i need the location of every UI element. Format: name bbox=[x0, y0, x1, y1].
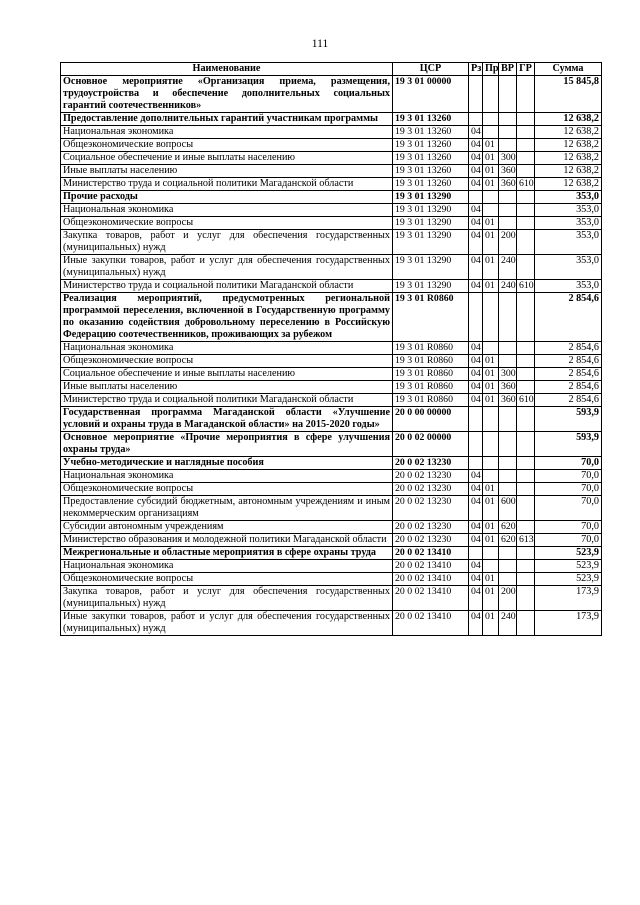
row-vr bbox=[499, 293, 517, 342]
table-body bbox=[61, 76, 602, 636]
row-sum: 353,0 bbox=[535, 217, 602, 230]
row-pr: 01 bbox=[483, 139, 499, 152]
row-csr: 20 0 02 13410 bbox=[393, 560, 469, 573]
row-csr: 19 3 01 13260 bbox=[393, 178, 469, 191]
table-row bbox=[61, 152, 602, 165]
row-csr: 20 0 02 13410 bbox=[393, 573, 469, 586]
row-csr: 19 3 01 00000 bbox=[393, 76, 469, 113]
row-pr bbox=[483, 293, 499, 342]
table-row bbox=[61, 521, 602, 534]
row-rz: 04 bbox=[469, 178, 483, 191]
row-gr bbox=[517, 381, 535, 394]
row-rz: 04 bbox=[469, 496, 483, 521]
row-rz bbox=[469, 432, 483, 457]
row-sum: 70,0 bbox=[535, 470, 602, 483]
row-pr: 01 bbox=[483, 586, 499, 611]
header-vr: ВР bbox=[499, 63, 517, 76]
row-name: Прочие расходы bbox=[61, 191, 393, 204]
row-csr: 19 3 01 13260 bbox=[393, 139, 469, 152]
row-csr: 19 3 01 R0860 bbox=[393, 394, 469, 407]
row-name: Общеэкономические вопросы bbox=[61, 483, 393, 496]
row-pr: 01 bbox=[483, 534, 499, 547]
row-gr bbox=[517, 470, 535, 483]
row-gr bbox=[517, 126, 535, 139]
page-number: 111 bbox=[311, 38, 329, 50]
table-row bbox=[61, 432, 602, 457]
row-name: Национальная экономика bbox=[61, 204, 393, 217]
row-csr: 19 3 01 13260 bbox=[393, 152, 469, 165]
table-row bbox=[61, 407, 602, 432]
row-sum: 70,0 bbox=[535, 496, 602, 521]
row-sum: 353,0 bbox=[535, 230, 602, 255]
row-gr bbox=[517, 342, 535, 355]
row-vr bbox=[499, 113, 517, 126]
row-rz: 04 bbox=[469, 152, 483, 165]
row-pr: 01 bbox=[483, 178, 499, 191]
row-pr bbox=[483, 191, 499, 204]
row-pr: 01 bbox=[483, 521, 499, 534]
row-gr: 613 bbox=[517, 534, 535, 547]
table-row bbox=[61, 165, 602, 178]
row-gr bbox=[517, 521, 535, 534]
row-name: Национальная экономика bbox=[61, 560, 393, 573]
row-rz: 04 bbox=[469, 204, 483, 217]
row-name: Иные закупки товаров, работ и услуг для обеспечения государственных (муниципальных) нужд bbox=[61, 611, 393, 636]
row-csr: 20 0 02 13230 bbox=[393, 496, 469, 521]
row-vr: 200 bbox=[499, 230, 517, 255]
row-name: Основное мероприятие «Прочие мероприятия в сфере улучшения охраны труда» bbox=[61, 432, 393, 457]
row-name: Межрегиональные и областные мероприятия в сфере охраны труда bbox=[61, 547, 393, 560]
row-rz: 04 bbox=[469, 165, 483, 178]
row-name: Министерство труда и социальной политики Магаданской области bbox=[61, 178, 393, 191]
row-gr: 610 bbox=[517, 280, 535, 293]
row-name: Общеэкономические вопросы bbox=[61, 573, 393, 586]
row-sum: 523,9 bbox=[535, 547, 602, 560]
row-sum: 173,9 bbox=[535, 586, 602, 611]
row-vr: 360 bbox=[499, 394, 517, 407]
row-pr: 01 bbox=[483, 573, 499, 586]
row-sum: 2 854,6 bbox=[535, 355, 602, 368]
row-csr: 20 0 02 13230 bbox=[393, 521, 469, 534]
table-row bbox=[61, 342, 602, 355]
row-rz bbox=[469, 547, 483, 560]
row-pr: 01 bbox=[483, 355, 499, 368]
row-csr: 19 3 01 R0860 bbox=[393, 381, 469, 394]
row-name: Предоставление дополнительных гарантий участникам программы bbox=[61, 113, 393, 126]
row-vr: 360 bbox=[499, 381, 517, 394]
row-csr: 19 3 01 13260 bbox=[393, 126, 469, 139]
row-sum: 12 638,2 bbox=[535, 165, 602, 178]
row-sum: 70,0 bbox=[535, 521, 602, 534]
row-vr: 240 bbox=[499, 611, 517, 636]
row-gr bbox=[517, 483, 535, 496]
row-vr bbox=[499, 126, 517, 139]
row-vr bbox=[499, 204, 517, 217]
row-rz: 04 bbox=[469, 230, 483, 255]
table-row bbox=[61, 573, 602, 586]
row-rz: 04 bbox=[469, 126, 483, 139]
table-row bbox=[61, 394, 602, 407]
table-row bbox=[61, 483, 602, 496]
row-gr: 610 bbox=[517, 394, 535, 407]
row-pr bbox=[483, 126, 499, 139]
row-gr bbox=[517, 139, 535, 152]
row-vr: 360 bbox=[499, 178, 517, 191]
row-vr: 300 bbox=[499, 368, 517, 381]
table-row bbox=[61, 470, 602, 483]
row-pr: 01 bbox=[483, 496, 499, 521]
row-name: Субсидии автономным учреждениям bbox=[61, 521, 393, 534]
row-sum: 593,9 bbox=[535, 432, 602, 457]
row-pr: 01 bbox=[483, 381, 499, 394]
table-row bbox=[61, 113, 602, 126]
row-vr: 620 bbox=[499, 521, 517, 534]
row-name: Министерство образования и молодежной политики Магаданской области bbox=[61, 534, 393, 547]
table-row bbox=[61, 217, 602, 230]
row-csr: 19 3 01 R0860 bbox=[393, 355, 469, 368]
row-name: Государственная программа Магаданской области «Улучшение условий и охраны труда в Магаданской области» на 2015-2020 годы» bbox=[61, 407, 393, 432]
row-sum: 70,0 bbox=[535, 483, 602, 496]
row-rz: 04 bbox=[469, 139, 483, 152]
row-vr bbox=[499, 217, 517, 230]
row-name: Иные закупки товаров, работ и услуг для обеспечения государственных (муниципальных) нужд bbox=[61, 255, 393, 280]
row-pr: 01 bbox=[483, 611, 499, 636]
row-pr bbox=[483, 113, 499, 126]
row-sum: 12 638,2 bbox=[535, 139, 602, 152]
row-rz: 04 bbox=[469, 217, 483, 230]
row-gr bbox=[517, 407, 535, 432]
row-vr bbox=[499, 560, 517, 573]
row-gr bbox=[517, 293, 535, 342]
row-vr bbox=[499, 342, 517, 355]
row-vr: 620 bbox=[499, 534, 517, 547]
row-rz: 04 bbox=[469, 586, 483, 611]
row-rz bbox=[469, 457, 483, 470]
row-rz: 04 bbox=[469, 381, 483, 394]
header-name: Наименование bbox=[61, 63, 393, 76]
row-csr: 19 3 01 13290 bbox=[393, 255, 469, 280]
table-row bbox=[61, 204, 602, 217]
row-csr: 20 0 02 13410 bbox=[393, 586, 469, 611]
row-gr bbox=[517, 368, 535, 381]
row-vr bbox=[499, 573, 517, 586]
row-rz: 04 bbox=[469, 280, 483, 293]
table-row bbox=[61, 191, 602, 204]
row-name: Министерство труда и социальной политики Магаданской области bbox=[61, 280, 393, 293]
row-sum: 2 854,6 bbox=[535, 381, 602, 394]
row-rz: 04 bbox=[469, 470, 483, 483]
table-row bbox=[61, 280, 602, 293]
row-csr: 20 0 02 13230 bbox=[393, 483, 469, 496]
row-vr bbox=[499, 457, 517, 470]
row-name: Национальная экономика bbox=[61, 126, 393, 139]
row-gr bbox=[517, 191, 535, 204]
row-name: Основное мероприятие «Организация приема, размещения, трудоустройства и обеспечение дополнительных социальных гарантий соотечественников» bbox=[61, 76, 393, 113]
table-row bbox=[61, 255, 602, 280]
row-rz: 04 bbox=[469, 611, 483, 636]
table-row bbox=[61, 76, 602, 113]
row-gr bbox=[517, 204, 535, 217]
table-row bbox=[61, 368, 602, 381]
row-vr bbox=[499, 432, 517, 457]
row-pr bbox=[483, 560, 499, 573]
table-row bbox=[61, 139, 602, 152]
row-sum: 353,0 bbox=[535, 191, 602, 204]
row-csr: 19 3 01 13260 bbox=[393, 113, 469, 126]
table-row bbox=[61, 560, 602, 573]
row-rz: 04 bbox=[469, 255, 483, 280]
row-pr: 01 bbox=[483, 394, 499, 407]
table-row bbox=[61, 355, 602, 368]
row-vr: 240 bbox=[499, 280, 517, 293]
row-pr bbox=[483, 76, 499, 113]
table-row bbox=[61, 178, 602, 191]
table-header-row bbox=[61, 63, 602, 76]
table-row bbox=[61, 496, 602, 521]
row-name: Учебно-методические и наглядные пособия bbox=[61, 457, 393, 470]
row-sum: 12 638,2 bbox=[535, 178, 602, 191]
row-sum: 2 854,6 bbox=[535, 293, 602, 342]
row-sum: 523,9 bbox=[535, 560, 602, 573]
row-pr: 01 bbox=[483, 165, 499, 178]
row-gr bbox=[517, 152, 535, 165]
row-pr: 01 bbox=[483, 280, 499, 293]
row-vr: 600 bbox=[499, 496, 517, 521]
row-rz: 04 bbox=[469, 560, 483, 573]
row-rz: 04 bbox=[469, 355, 483, 368]
row-pr: 01 bbox=[483, 217, 499, 230]
row-vr bbox=[499, 470, 517, 483]
row-name: Социальное обеспечение и иные выплаты населению bbox=[61, 368, 393, 381]
row-vr bbox=[499, 139, 517, 152]
row-csr: 20 0 02 13410 bbox=[393, 611, 469, 636]
row-vr bbox=[499, 76, 517, 113]
row-sum: 12 638,2 bbox=[535, 113, 602, 126]
row-name: Предоставление субсидий бюджетным, автономным учреждениям и иным некоммерческим организациям bbox=[61, 496, 393, 521]
row-pr bbox=[483, 457, 499, 470]
row-csr: 19 3 01 R0860 bbox=[393, 342, 469, 355]
table-row bbox=[61, 381, 602, 394]
row-sum: 2 854,6 bbox=[535, 368, 602, 381]
row-rz: 04 bbox=[469, 521, 483, 534]
row-csr: 20 0 02 00000 bbox=[393, 432, 469, 457]
row-sum: 70,0 bbox=[535, 457, 602, 470]
row-sum: 593,9 bbox=[535, 407, 602, 432]
row-csr: 19 3 01 13290 bbox=[393, 280, 469, 293]
table-row bbox=[61, 547, 602, 560]
row-pr bbox=[483, 470, 499, 483]
row-gr bbox=[517, 76, 535, 113]
row-csr: 19 3 01 13290 bbox=[393, 204, 469, 217]
row-name: Закупка товаров, работ и услуг для обеспечения государственных (муниципальных) нужд bbox=[61, 586, 393, 611]
row-rz bbox=[469, 76, 483, 113]
row-csr: 19 3 01 R0860 bbox=[393, 368, 469, 381]
row-sum: 353,0 bbox=[535, 204, 602, 217]
row-csr: 19 3 01 13290 bbox=[393, 191, 469, 204]
row-rz: 04 bbox=[469, 483, 483, 496]
row-name: Иные выплаты населению bbox=[61, 381, 393, 394]
row-pr bbox=[483, 547, 499, 560]
row-csr: 19 3 01 13260 bbox=[393, 165, 469, 178]
row-name: Закупка товаров, работ и услуг для обеспечения государственных (муниципальных) нужд bbox=[61, 230, 393, 255]
row-csr: 20 0 02 13410 bbox=[393, 547, 469, 560]
table-row bbox=[61, 457, 602, 470]
row-name: Общеэкономические вопросы bbox=[61, 355, 393, 368]
row-pr: 01 bbox=[483, 483, 499, 496]
row-gr bbox=[517, 355, 535, 368]
header-sum: Сумма bbox=[535, 63, 602, 76]
table-row bbox=[61, 611, 602, 636]
header-rz: Рз bbox=[469, 63, 483, 76]
table-row bbox=[61, 230, 602, 255]
header-pr: Пр bbox=[483, 63, 499, 76]
row-vr bbox=[499, 355, 517, 368]
row-rz: 04 bbox=[469, 534, 483, 547]
row-sum: 70,0 bbox=[535, 534, 602, 547]
row-gr bbox=[517, 255, 535, 280]
row-gr bbox=[517, 611, 535, 636]
table-row bbox=[61, 586, 602, 611]
row-name: Национальная экономика bbox=[61, 470, 393, 483]
row-gr bbox=[517, 165, 535, 178]
row-gr bbox=[517, 457, 535, 470]
row-vr: 240 bbox=[499, 255, 517, 280]
row-csr: 20 0 02 13230 bbox=[393, 534, 469, 547]
table-row bbox=[61, 293, 602, 342]
row-gr bbox=[517, 432, 535, 457]
header-gr: ГР bbox=[517, 63, 535, 76]
row-name: Реализация мероприятий, предусмотренных региональной программой переселения, включенной в Государственную программу по оказанию содействия добровольному переселению в Российскую Федерацию соотечественников, проживающих за рубежом bbox=[61, 293, 393, 342]
row-csr: 19 3 01 R0860 bbox=[393, 293, 469, 342]
row-gr bbox=[517, 217, 535, 230]
row-sum: 353,0 bbox=[535, 255, 602, 280]
row-vr bbox=[499, 547, 517, 560]
row-vr bbox=[499, 483, 517, 496]
row-gr bbox=[517, 560, 535, 573]
row-rz: 04 bbox=[469, 342, 483, 355]
row-vr: 300 bbox=[499, 152, 517, 165]
row-name: Министерство труда и социальной политики Магаданской области bbox=[61, 394, 393, 407]
row-csr: 19 3 01 13290 bbox=[393, 230, 469, 255]
row-sum: 523,9 bbox=[535, 573, 602, 586]
row-pr: 01 bbox=[483, 152, 499, 165]
row-gr bbox=[517, 586, 535, 611]
row-rz bbox=[469, 191, 483, 204]
table-row bbox=[61, 534, 602, 547]
row-csr: 20 0 02 13230 bbox=[393, 457, 469, 470]
row-csr: 20 0 00 00000 bbox=[393, 407, 469, 432]
row-rz: 04 bbox=[469, 368, 483, 381]
row-pr bbox=[483, 432, 499, 457]
row-pr: 01 bbox=[483, 368, 499, 381]
row-sum: 353,0 bbox=[535, 280, 602, 293]
row-vr: 360 bbox=[499, 165, 517, 178]
row-pr: 01 bbox=[483, 230, 499, 255]
row-gr bbox=[517, 230, 535, 255]
row-sum: 12 638,2 bbox=[535, 126, 602, 139]
row-name: Социальное обеспечение и иные выплаты населению bbox=[61, 152, 393, 165]
row-name: Общеэкономические вопросы bbox=[61, 139, 393, 152]
row-sum: 15 845,8 bbox=[535, 76, 602, 113]
row-name: Общеэкономические вопросы bbox=[61, 217, 393, 230]
row-rz bbox=[469, 113, 483, 126]
row-rz bbox=[469, 293, 483, 342]
row-vr bbox=[499, 191, 517, 204]
budget-table bbox=[60, 62, 602, 636]
row-rz bbox=[469, 407, 483, 432]
row-gr bbox=[517, 113, 535, 126]
row-pr bbox=[483, 204, 499, 217]
row-pr bbox=[483, 407, 499, 432]
row-rz: 04 bbox=[469, 394, 483, 407]
row-name: Национальная экономика bbox=[61, 342, 393, 355]
row-csr: 19 3 01 13290 bbox=[393, 217, 469, 230]
row-gr bbox=[517, 496, 535, 521]
table-row bbox=[61, 126, 602, 139]
row-sum: 173,9 bbox=[535, 611, 602, 636]
row-gr: 610 bbox=[517, 178, 535, 191]
row-sum: 2 854,6 bbox=[535, 394, 602, 407]
header-csr: ЦСР bbox=[393, 63, 469, 76]
row-rz: 04 bbox=[469, 573, 483, 586]
row-sum: 2 854,6 bbox=[535, 342, 602, 355]
row-pr bbox=[483, 342, 499, 355]
row-vr: 200 bbox=[499, 586, 517, 611]
row-pr: 01 bbox=[483, 255, 499, 280]
row-vr bbox=[499, 407, 517, 432]
row-csr: 20 0 02 13230 bbox=[393, 470, 469, 483]
row-name: Иные выплаты населению bbox=[61, 165, 393, 178]
row-gr bbox=[517, 547, 535, 560]
row-gr bbox=[517, 573, 535, 586]
row-sum: 12 638,2 bbox=[535, 152, 602, 165]
